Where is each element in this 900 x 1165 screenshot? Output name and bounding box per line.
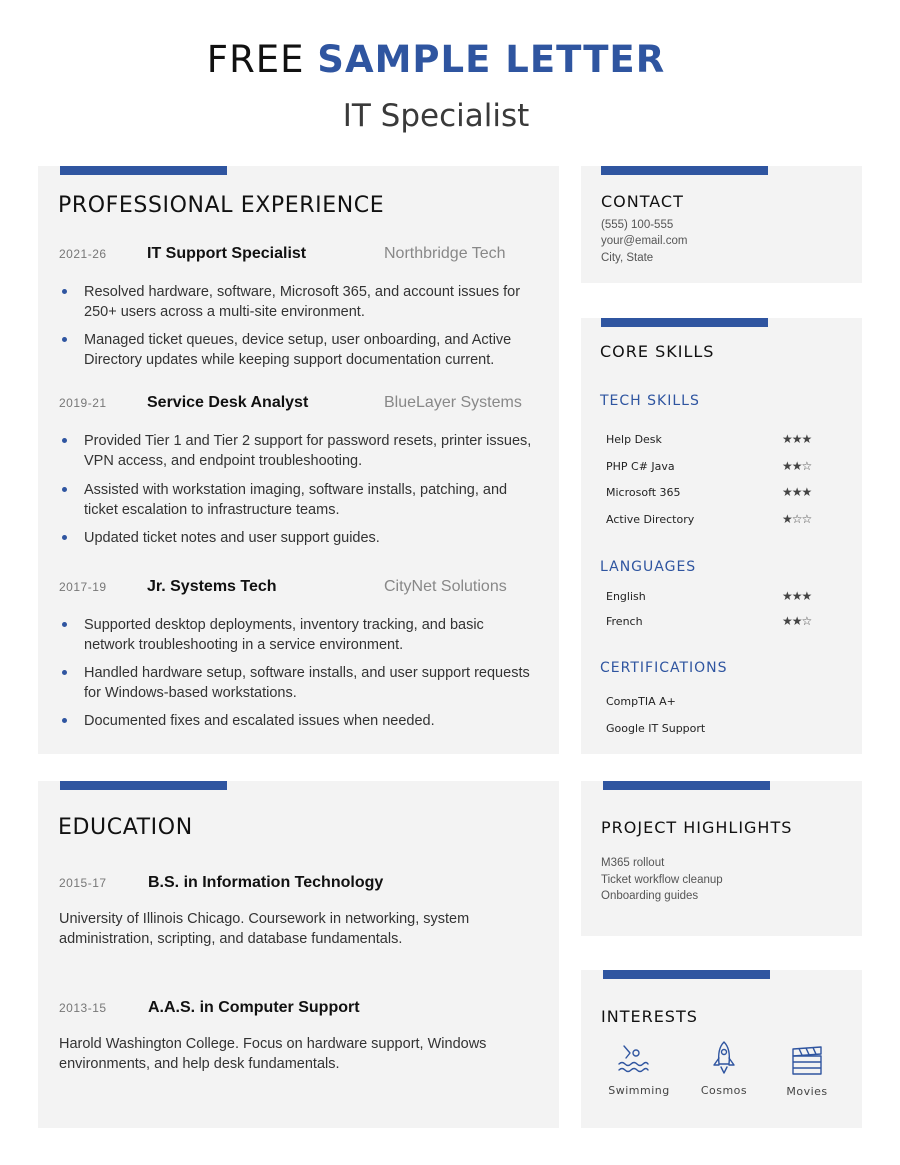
skill-name: Microsoft 365: [606, 486, 681, 499]
contact-panel: [581, 166, 862, 283]
skill-rating: ★★★: [782, 432, 812, 446]
job-company: Northbridge Tech: [384, 245, 506, 262]
swimming-icon: [615, 1040, 651, 1076]
certification-item: CompTIA A+: [606, 695, 676, 708]
job-company: CityNet Solutions: [384, 578, 507, 595]
bullet-text: Handled hardware setup, software installs, and user support requests for Windows-based workstations.: [84, 665, 530, 701]
skill-rating: ★☆☆: [782, 512, 812, 526]
education-panel: [38, 781, 559, 1128]
skill-name: Help Desk: [606, 433, 662, 446]
clapperboard-icon: [789, 1042, 825, 1078]
bullet-dot: [62, 535, 67, 540]
edu-description: University of Illinois Chicago. Coursework in networking, system administration, scripting, and database fundamentals.: [59, 911, 470, 947]
skill-name: PHP C# Java: [606, 460, 675, 473]
education-heading: EDUCATION: [58, 815, 193, 840]
certifications-heading: CERTIFICATIONS: [600, 660, 728, 676]
bullet-text: Provided Tier 1 and Tier 2 support for password resets, printer issues, VPN access, and endpoint troubleshooting.: [84, 433, 532, 469]
edu-degree: B.S. in Information Technology: [148, 874, 384, 891]
contact-phone: (555) 100-555: [601, 219, 674, 231]
contact-heading: CONTACT: [601, 192, 684, 211]
project-item: Onboarding guides: [601, 890, 699, 902]
accent-bar: [60, 166, 227, 175]
languages-heading: LANGUAGES: [600, 559, 697, 575]
accent-bar: [603, 970, 770, 979]
job-bullet: [62, 282, 532, 322]
bullet-text: Resolved hardware, software, Microsoft 365, and account issues for 250+ users across a multi-site environment.: [84, 284, 521, 320]
rocket-icon: [706, 1040, 742, 1076]
bullet-dot: [62, 718, 67, 723]
job-bullet: [62, 480, 532, 520]
project-item: Ticket workflow cleanup: [601, 874, 723, 886]
bullet-dot: [62, 337, 67, 342]
skill-name: Active Directory: [606, 513, 695, 526]
language-rating: ★★☆: [782, 614, 812, 628]
bullet-text: Managed ticket queues, device setup, user onboarding, and Active Directory updates while keeping support documentation current.: [84, 332, 512, 368]
job-role: Service Desk Analyst: [147, 394, 309, 411]
experience-heading: PROFESSIONAL EXPERIENCE: [58, 193, 385, 218]
bullet-dot: [62, 670, 67, 675]
bullet-text: Documented fixes and escalated issues when needed.: [84, 713, 435, 729]
language-name: French: [606, 615, 643, 628]
interest-label: Movies: [786, 1085, 828, 1098]
edu-degree: A.A.S. in Computer Support: [148, 999, 360, 1016]
bullet-text: Supported desktop deployments, inventory tracking, and basic network troubleshooting in a service environment.: [84, 617, 484, 653]
edu-years: 2015-17: [59, 876, 107, 890]
language-rating: ★★★: [782, 589, 812, 603]
projects-panel: [581, 781, 862, 936]
job-company: BlueLayer Systems: [384, 394, 522, 411]
job-years: 2021-26: [59, 247, 107, 261]
interest-label: Cosmos: [700, 1084, 748, 1097]
title-plain: FREE: [206, 38, 305, 81]
contact-email: your@email.com: [601, 235, 688, 247]
job-years: 2017-19: [59, 580, 107, 594]
edu-description: Harold Washington College. Focus on hardware support, Windows environments, and help desk fundamentals.: [59, 1036, 487, 1072]
job-role: IT Support Specialist: [147, 245, 307, 262]
bullet-dot: [62, 622, 67, 627]
skills-heading: CORE SKILLS: [600, 342, 715, 361]
skill-rating: ★★☆: [782, 459, 812, 473]
project-item: M365 rollout: [601, 857, 665, 869]
accent-bar: [601, 318, 768, 327]
accent-bar: [601, 166, 768, 175]
interest-label: Swimming: [608, 1084, 670, 1097]
title-accent: SAMPLE LETTER: [317, 38, 666, 81]
job-years: 2019-21: [59, 396, 107, 410]
tech-skills-heading: TECH SKILLS: [600, 393, 700, 409]
job-bullet: [62, 615, 532, 655]
job-bullet: [62, 431, 532, 471]
bullet-text: Updated ticket notes and user support guides.: [84, 530, 380, 546]
bullet-dot: [62, 438, 67, 443]
certification-item: Google IT Support: [606, 722, 706, 735]
page-title: [0, 38, 872, 81]
job-bullet: [62, 528, 532, 548]
job-bullet: [62, 663, 532, 703]
job-bullet: [62, 330, 532, 370]
skill-rating: ★★★: [782, 485, 812, 499]
job-bullet: [62, 711, 532, 731]
bullet-dot: [62, 487, 67, 492]
interests-panel: [581, 970, 862, 1128]
interests-heading: INTERESTS: [601, 1007, 698, 1026]
edu-years: 2013-15: [59, 1001, 107, 1015]
skills-panel: [581, 318, 862, 754]
accent-bar: [60, 781, 227, 790]
bullet-dot: [62, 289, 67, 294]
contact-location: City, State: [601, 252, 654, 264]
page-subtitle: IT Specialist: [342, 98, 530, 134]
experience-panel: [38, 166, 559, 754]
bullet-text: Assisted with workstation imaging, software installs, patching, and ticket escalation to infrastructure teams.: [84, 482, 508, 518]
job-role: Jr. Systems Tech: [147, 578, 277, 595]
language-name: English: [606, 590, 646, 603]
projects-heading: PROJECT HIGHLIGHTS: [601, 818, 793, 837]
accent-bar: [603, 781, 770, 790]
